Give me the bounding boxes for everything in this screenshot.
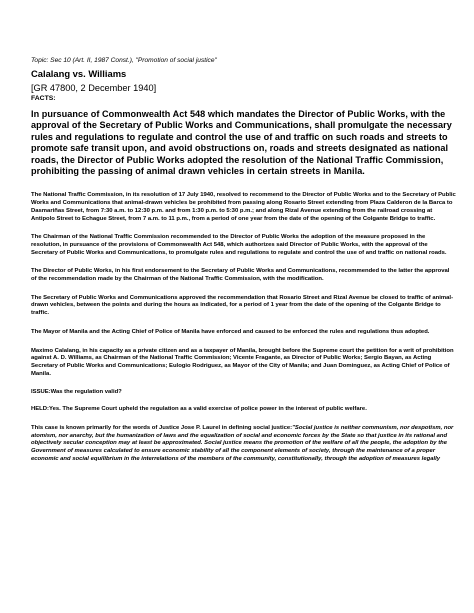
- social-justice-paragraph: [31, 425, 456, 464]
- case-number: [GR 47800, 2 December 1940]: [31, 83, 157, 93]
- facts-paragraph-5: The Mayor of Manila and the Acting Chief of Police of Manila have enforced and caused to be enforced the rules and regulations thus adopted.: [31, 328, 430, 335]
- facts-paragraph-4: The Secretary of Public Works and Communications approved the recommendation that Rosario Street and Rizal Avenue be closed to traffic of animal-drawn vehicles, between the points and during the hours as indicated, for a period of 1 year from the date of the opening of the Colgante Bridge to traffic.: [31, 294, 454, 317]
- document-content: [31, 56, 456, 474]
- social-justice-quote: "Social justice is neither communism, nor despotism, nor atomism, nor anarchy, but the humanization of laws and the equalization of social and economic forces by the State so that justice in its rational and objectively secular conception may at least be approximated. Social justice means the promotion of the welfare of all the people, the adoption by the Government of measures calculated to ensure economic stability of all the component elements of society, through the maintenance of a proper economic and social equilibrium in the interrelations of the members of the community, constitutionally, through the adoption of measures legally: [31, 424, 454, 462]
- social-justice-intro: This case is known primarily for the words of Justice Jose P. Laurel in defining social justice:: [31, 424, 293, 431]
- case-title: Calalang vs. Williams: [31, 68, 127, 79]
- held-paragraph: HELD:Yes. The Supreme Court upheld the regulation as a valid exercise of police power in the interest of public welfare.: [31, 406, 367, 413]
- facts-paragraph-6: Maximo Calalang, in his capacity as a private citizen and as a taxpayer of Manila, brought before the Supreme court the petition for a writ of prohibition against A. D. Williams, as Chairman of the National Traffic Commission; Vicente Fragante, as Director of Public Works; Sergio Bayan, as Acting Secretary of Public Works and Communications; Eulogio Rodriguez, as Mayor of the City of Manila; and Juan Dominguez, as Acting Chief of Police of Manila.: [31, 347, 454, 377]
- issue-paragraph: ISSUE:Was the regulation valid?: [31, 389, 122, 396]
- lead-paragraph: In pursuance of Commonwealth Act 548 which mandates the Director of Public Works, with the approval of the Secretary of Public Works and Communications, shall promulgate the necessary rules and regulations to regulate and control the use of and traffic on such roads and streets to promote safe transit upon, and avoid obstructions on, roads and streets designated as national roads, the Director of Public Works adopted the resolution of the National Traffic Commission, prohibiting the passing of animal drawn vehicles in certain streets in Manila.: [31, 109, 452, 177]
- facts-paragraph-2: The Chairman of the National Traffic Commission recommended to the Director of Public Works the adoption of the measure proposed in the resolution, in pursuance of the provisions of Commonwealth Act 548, which authorizes said Director of Public Works, with the approval of the Secretary of Public Works and Communications, to promulgate rules and regulations to regulate and control the use of and traffic on national roads.: [31, 234, 447, 256]
- facts-heading: FACTS:: [31, 95, 56, 102]
- facts-paragraph-1: The National Traffic Commission, in its resolution of 17 July 1940, resolved to recommend to the Director of Public Works and to the Secretary of Public Works and Communications that animal-drawn vehicles be prohibited from passing along Rosario Street extending from Plaza Calderon de la Barca to Dasmariñas Street, from 7:30 a.m. to 12:30 p.m. and from 1:30 p.m. to 5:30 p.m.; and along Rizal Avenue extending from the railroad crossing at Antipolo Street to Echague Street, from 7 a.m. to 11 p.m., from a period of one year from the date of the opening of the Colgante Bridge to traffic.: [31, 192, 456, 222]
- facts-paragraph-3: The Director of Public Works, in his first endorsement to the Secretary of Public Works and Communications, recommended to the latter the approval of the recommendation made by the Chairman of the National Traffic Commission, with the modification.: [31, 268, 450, 283]
- topic-line: Topic: Sec 10 (Art. II, 1987 Const.), "Promotion of social justice": [31, 57, 217, 64]
